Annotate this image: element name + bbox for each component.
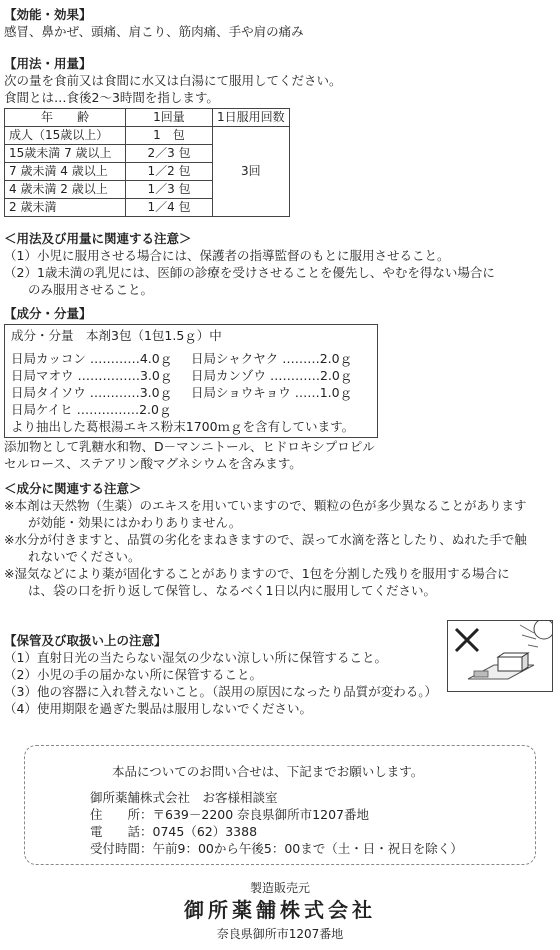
ingredient-row — [11, 384, 371, 401]
table-cell-age: 15歳未満 7 歳以上 — [5, 145, 126, 163]
dosage-note: （2）1歳未満の乳児には、医師の診療を受けさせることを優先し、やむを得ない場合に — [4, 265, 495, 280]
table-cell-dose: 1／3 包 — [126, 181, 213, 199]
contact-details — [90, 789, 556, 857]
ingredient-row — [11, 367, 371, 384]
dosage-note: （1）小児に服用させる場合には、保護者の指導監督のもとに服用させること。 — [4, 248, 450, 263]
storage-heading: 【保管及び取扱い上の注意】 — [4, 633, 167, 648]
ingredient-item: 日局シャクヤク ………2.0ｇ — [191, 351, 353, 366]
ingredient-item: 日局マオウ ……………3.0ｇ — [11, 368, 173, 383]
manufacturer-address: 奈良県御所市1207番地 — [216, 927, 344, 941]
contact-hours: 午前9：00から午後5：00まで（土・日・祝日を除く） — [152, 841, 463, 856]
additives-line: セルロース、ステアリン酸マグネシウムを含みます。 — [4, 456, 302, 471]
sun-icon — [534, 621, 552, 639]
table-header: 年 齢 — [5, 109, 126, 127]
efficacy-section — [4, 6, 556, 40]
storage-item: （3）他の容器に入れ替えないこと。（誤用の原因になったり品質が変わる。） — [4, 684, 437, 699]
contact-address: 〒639－2200 奈良県御所市1207番地 — [152, 807, 369, 822]
dosage-line: 食間とは…食後2～3時間を指します。 — [4, 90, 219, 105]
manufacturer-name: 御所薬舗株式会社 — [184, 898, 376, 922]
ingredient-notes-heading: ＜成分に関連する注意＞ — [4, 481, 142, 496]
ingredient-item: 日局カンゾウ …………2.0ｇ — [191, 368, 353, 383]
efficacy-text: 感冒、鼻かぜ、頭痛、肩こり、筋肉痛、手や肩の痛み — [4, 24, 304, 39]
table-cell-age: 2 歳未満 — [5, 199, 126, 217]
dosage-line: 次の量を食前又は食間に水又は白湯にて服用してください。 — [4, 73, 342, 88]
dosage-note: のみ服用させること。 — [28, 282, 154, 297]
storage-item: （2）小児の手の届かない所に保管すること。 — [4, 667, 262, 682]
dosage-table — [4, 108, 290, 217]
contact-phone: 0745（62）3388 — [152, 824, 258, 839]
hours-label: 受付時間： — [90, 841, 153, 856]
efficacy-heading: 【効能・効果】 — [4, 7, 92, 22]
ingredient-note: が効能・効果にはかわりありません。 — [28, 515, 242, 530]
ingredient-notes-section — [4, 480, 556, 599]
storage-item: （4）使用期限を過ぎた製品は服用しないでください。 — [4, 701, 312, 716]
ingredients-extract: より抽出した葛根湯エキス粉末1700ｍｇを含有しています。 — [11, 419, 355, 434]
no-sunlight-illustration — [447, 620, 553, 692]
ingredient-note: ※本剤は天然物（生薬）のエキスを用いていますので、顆粒の色が多少異なることがあります — [4, 498, 527, 513]
contact-intro: 本品についてのお問い合せは、下記までお願いします。 — [112, 764, 424, 779]
ingredient-row — [11, 350, 371, 367]
ingredients-heading: 【成分・分量】 — [4, 306, 92, 321]
table-cell-dose: 1／4 包 — [126, 199, 213, 217]
manufacturer-label: 製造販売元 — [249, 881, 310, 895]
dosage-heading: 【用法・用量】 — [4, 56, 92, 71]
ingredients-section — [4, 305, 556, 472]
address-label: 住 所： — [90, 807, 153, 822]
table-cell-dose: 1／2 包 — [126, 163, 213, 181]
package-icon — [498, 657, 522, 671]
contact-section — [112, 763, 556, 780]
ingredient-row — [11, 401, 371, 418]
table-header: 1回量 — [126, 109, 213, 127]
dosage-notes-section — [4, 230, 556, 298]
ingredient-note: ※湿気などにより薬が固化することがありますので、1包を分割した残りを服用する場合に — [4, 566, 510, 581]
table-header: 1日服用回数 — [213, 109, 290, 127]
table-cell-daily: 3回 — [213, 127, 290, 217]
ingredient-item: 日局ショウキョウ ……1.0ｇ — [191, 385, 353, 400]
dosage-notes-heading: ＜用法及び用量に関連する注意＞ — [4, 231, 192, 246]
contact-company: 御所薬舗株式会社 お客様相談室 — [90, 790, 278, 805]
table-cell-dose: 1 包 — [126, 127, 213, 145]
ingredient-note: ※水分が付きますと、品質の劣化をまねきますので、誤って水滴を落としたり、ぬれた手で触 — [4, 532, 527, 547]
ingredient-note: は、袋の口を折り返して保管し、なるべく1日以内に服用してください。 — [28, 583, 436, 598]
cross-icon — [456, 629, 478, 651]
ingredient-item: 日局ケイヒ ……………2.0ｇ — [11, 402, 172, 417]
additives-line: 添加物として乳糖水和物、D－マンニトール、ヒドロキシプロピル — [4, 439, 375, 454]
table-cell-dose: 2／3 包 — [126, 145, 213, 163]
table-cell-age: 4 歳未満 2 歳以上 — [5, 181, 126, 199]
table-cell-age: 成人（15歳以上） — [5, 127, 126, 145]
storage-item: （1）直射日光の当たらない湿気の少ない涼しい所に保管すること。 — [4, 650, 387, 665]
ingredient-item: 日局カッコン …………4.0ｇ — [11, 351, 173, 366]
table-cell-age: 7 歳未満 4 歳以上 — [5, 163, 126, 181]
dosage-section — [4, 55, 556, 217]
ingredient-item: 日局タイソウ …………3.0ｇ — [11, 385, 173, 400]
phone-label: 電 話： — [90, 824, 153, 839]
ingredients-box — [4, 324, 378, 438]
ingredients-box-title: 成分・分量 本剤3包（1包1.5ｇ）中 — [11, 328, 222, 343]
ingredient-note: れないでください。 — [28, 549, 141, 564]
